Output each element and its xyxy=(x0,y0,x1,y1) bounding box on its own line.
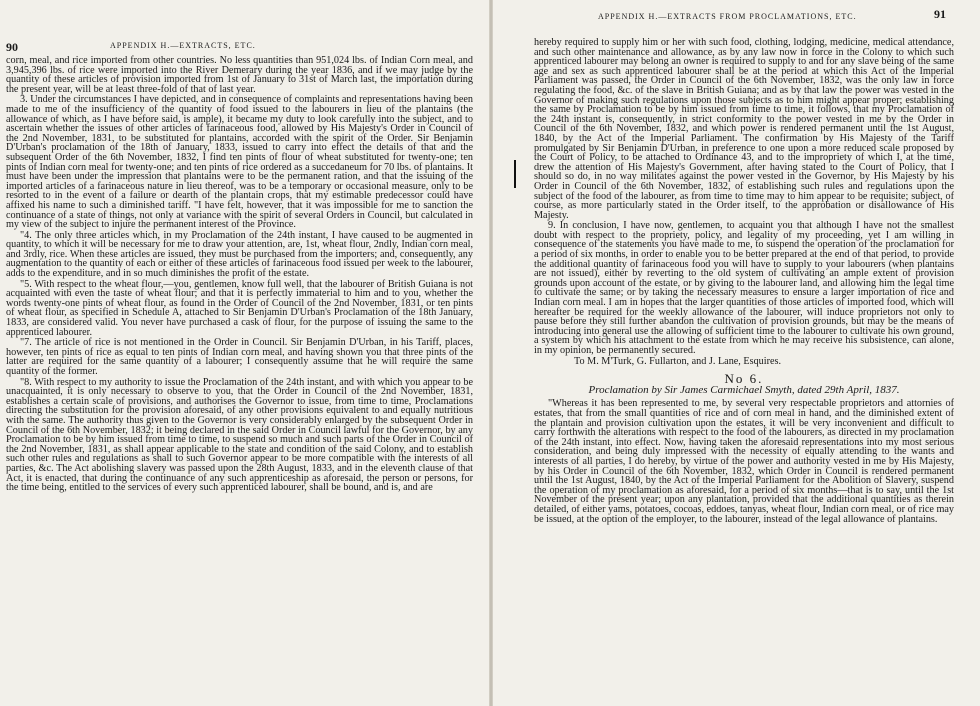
paragraph: "8. With respect to my authority to issue the Proclamation of the 24th instant, and with which you appear to be unacquainted, it is only necessary to observe to you, that the Order in Council of the 2nd November, 1831, establishes a certain scale of provisions, and authorises the Governor to issue, from time to time, Proclamations directing the substitution for the provision aforesaid, of any other provisions equivalent to and equally nutritious with the same. The authority thus given to the Governor is very considerably enlarged by the subsequent Order in Council of the 6th November, 1832; it being declared in the said Order in Council lawful for the Governor, by any Proclamation to be by him issued from time to time, to suspend so much and such parts of the Order in Council of the 2nd November, 1831, as shall appear applicable to the state and condition of the said Colony, and to establish such other rules and regulations as shall to such Governor appear to be more compatible with the interests of all parties, &c. The Act abolishing slavery was passed upon the 28th August, 1833, and in the eleventh clause of that Act, it is enacted, that during the continuance of any such apprenticeship as aforesaid, the person or persons, for the time being, entitled to the services of every such apprenticed labourer, shall be bound, and is, and are xyxy=(6,376,473,494)
paragraph: corn, meal, and rice imported from other countries. No less quantities than 951,024 lbs. of Indian Corn meal, and 3,945,396 lbs. of rice were imported into the River Demerary during the year 1836, and if we may judge by the quantity of these articles of provision imported from 1st of January to 31st of March last, the importation during the present year, will be at least three-fold of that of last year. xyxy=(6,55,473,95)
right-page xyxy=(494,0,980,706)
paragraph: 9. In conclusion, I have now, gentlemen, to acquaint you that although I have not the smallest doubt with respect to the propriety, policy, and legality of my proceeding, yet I am willing in consequence of the statements you have made to me, to suspend the operation of the proclamation for a period of six months, in order to enable you to be better prepared at the end of that period, to provide the additional quantity of farinaceous food you will have to supply to your labourers (when plantains are not issued), either by reverting to the old system of cultivating an ample extent of provision grounds upon account of the estate, or by giving to the labourer land, and allowing him the legal time to cultivate the same; or by taking the necessary measures to ensure a larger importation of rice and Indian corn meal. I am in hopes that the larger quantities of those articles of imported food, which will hereafter be required for the weekly allowance of the labourer, will induce proprietors not only to pause before they still further abandon the cultivation of provision grounds, but may be the means of introducing into general use the allowing of sufficient time to the labourer to cultivate his own ground, a system by which his attachment to the estate from which he may receive his subsistence, can alone, in my opinion, be permanently secured. xyxy=(534,220,954,356)
section-number: No 6. xyxy=(724,371,764,387)
paragraph: "5. With respect to the wheat flour,—you, gentlemen, know full well, that the labourer of British Guiana is not acquainted with even the taste of wheat flour; and that it is perfectly immaterial to him and to you, whether the words twenty-one pints of wheat flour, as found in the Order of Council of the 2nd November, 1831, or ten pints of wheat flour, as specified in Schedule A, attached to Sir Benjamin D'Urban's Proclamation of the 18th January, 1833, are considered valid. You never have purchased a cask of flour, for the purpose of issuing the same to the apprenticed labourer. xyxy=(6,278,473,338)
proclamation-title: Proclamation by Sir James Carmichael Smyth, dated 29th April, 1837. xyxy=(588,383,900,396)
proclamation-text: "Whereas it has been represented to me, by several very respectable proprietors and attornies of estates, that from the small quantities of rice and of corn meal in hand, and the diminished extent of the plantain and provision cultivation upon the estates, it will be very inconvenient and difficult to carry forthwith the alterations with respect to the food of the labourers, as directed in my proclamation of the 24th instant, into effect. Now, having taken the aforesaid representations into my most serious consideration, and being duly impressed with the necessity of equally attending to the wants and interests of all parties, I do hereby, by virtue of the power and authority vested in me by His Majesty, by his Order in Council of the 6th November, 1832, which Order in Council is rendered permanent until the 1st August, 1840, by the Act of the Imperial Parliament for the Abolition of Slavery, suspend the operation of my proclamation as aforesaid, for a period of six months—that is to say, until the 1st November of the present year; upon any plantation, provided that the additional quantities as therein detailed, of either yams, potatoes, cocoas, eddoes, tanyas, wheat flour, Indian corn meal, or of rice may be issued, at the option of the employer, to the labourer, instead of the legal allowance of plantains. xyxy=(534,398,954,525)
page-number: 91 xyxy=(934,7,946,21)
paragraph: "7. The article of rice is not mentioned in the Order in Council. Sir Benjamin D'Urban, in his Tariff, places, however, ten pints of rice as equal to ten pints of Indian corn meal, and having shown you that three pints of the latter are required for the same quantity of a labourer; I consequently assume that he will require the same quantity of the former. xyxy=(6,337,473,377)
page-number: 90 xyxy=(6,40,18,54)
book-gutter xyxy=(489,0,493,706)
paragraph: "4. The only three articles which, in my Proclamation of the 24th instant, I have caused to be augmented in quantity, to which it will be necessary for me to draw your attention, are, 1st, wheat flour, 2ndly, Indian corn meal, and 3rdly, rice. When these articles are issued, they must be purchased from the importers; and, consequently, any augmentation to the quantity of each or either of these articles of farinaceous food issued per week to the labourer, adds to the expenditure, and in so much diminishes the profit of the estate. xyxy=(6,229,473,280)
running-head: APPENDIX H.—EXTRACTS, ETC. xyxy=(110,41,256,50)
left-page-body xyxy=(6,56,473,494)
paragraph: 3. Under the circumstances I have depicted, and in consequence of complaints and representations having been made to me of the insufficiency of the quantity of food issued to the labourers in lieu of the plantains (the allowance of which, as I have before said, is ample), it became my duty to look carefully into the subject, and to ascertain whether the issues of other articles of farinaceous food, allowed by His Majesty's Order in Council of the 2nd November, 1831, to be substituted for plantains, accorded with the spirit of the Order. Sir Benjamin D'Urban's proclamation of the 18th of January, 1833, issued to carry into effect the details of that and the subsequent Order of the 6th November, 1832, I find ten pints of flour of wheat substituted for twenty-one; ten pints of Indian corn meal for twenty-one; and ten pints of rice ordered as a succedaneum for 70 lbs. of plantains. It must have been under the impression that plantains were to be the permanent ration, and that the issuing of the imported articles of a farinaceous nature in lieu thereof, was to be a temporary or occasional measure, only to be resorted to in the event of a failure or dearth of the plantain crops, that my estimable predecessor could have affixed his name to such a diminished tariff. "I have felt, however, that it was impossible for me to sanction the continuance of a state of things, not only at variance with the spirit of several Orders in Council, but calculated in my view of the subject to injure the permanent interest of the Province. xyxy=(6,94,473,231)
left-page xyxy=(0,0,486,706)
running-head: APPENDIX H.—EXTRACTS FROM PROCLAMATIONS, ETC. xyxy=(598,12,857,21)
right-page-body xyxy=(534,38,954,525)
paragraph: hereby required to supply him or her with such food, clothing, lodging, medicine, medical attendance, and such other maintenance and allowance, as by any law now in force in the Colony to which such apprenticed labourer may belong an owner is required to supply to and for any slave being of the same age and sex as such apprenticed labourer shall be at the period at which this Act of the Imperial Parliament was passed, the Order in Council of the 6th November, 1832, was the only law in force regulating the food, &c. of the slave in British Guiana; and as by that law the power was vested in the Governor of making such regulations upon those subjects as to him might appear proper; establishing the same by Proclamation to be by him issued from time to time, it follows, that my Proclamation of the 24th instant is, consequently, in strict conformity to the power vested in me by the Order in Council of the 6th November, 1832, and which power is rendered permanent until the 1st August, 1840, by the Act of the Imperial Parliament. The confirmation by His Majesty of the Tariff promulgated by Sir Benjamin D'Urban, in preference to one upon a more reduced scale proposed by the Court of Policy, to be attached to Ordinance 43, and to the impropriety of which I, at the time, drew the attention of His Majesty's Government, after having stated to the Court of Policy, that I should so do, in no way militates against the power vested in the Governor, by His Majesty by his Order in Council of the 6th November, 1832, of establishing such rules and regulations upon the subject of the food of the labourer, as from time to time may to him appear to be requisite; subject, of course, as more particularly stated in the Order itself, to the approbation or disallowance of His Majesty. xyxy=(534,37,954,221)
page-crease-mark xyxy=(514,160,516,188)
addressees: To M. M'Turk, G. Fullarton, and J. Lane, Esquires. xyxy=(574,355,782,367)
